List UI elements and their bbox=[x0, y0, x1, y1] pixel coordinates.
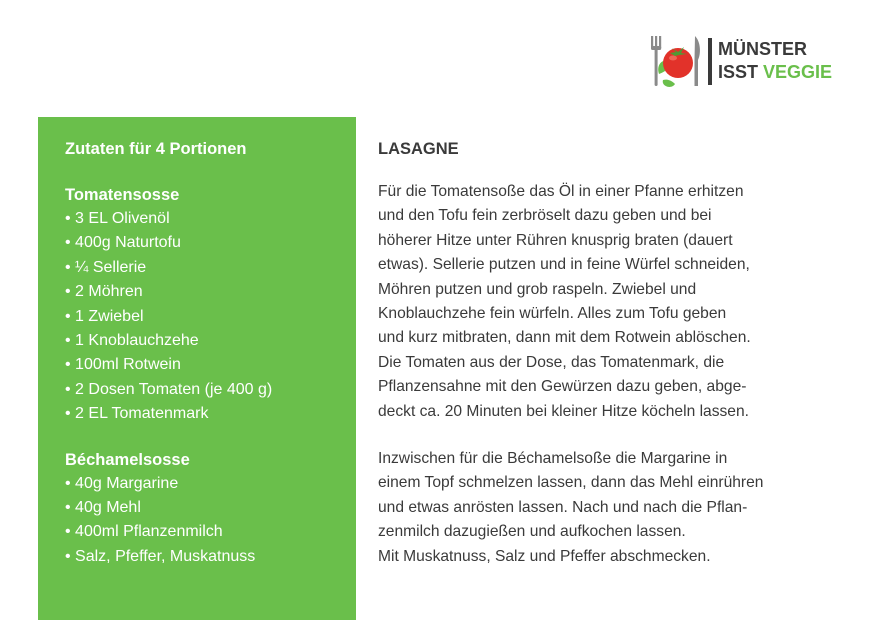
logo-line-1: MÜNSTER bbox=[718, 39, 807, 59]
list-item: • 2 Dosen Tomaten (je 400 g) bbox=[65, 380, 273, 398]
tomato-fork-knife-icon bbox=[645, 34, 705, 90]
list-item: • 100ml Rotwein bbox=[65, 356, 181, 374]
text-line: deckt ca. 20 Minuten bei kleiner Hitze köcheln lassen. bbox=[378, 402, 749, 420]
text-line: zenmilch dazugießen und aufkochen lassen. bbox=[378, 523, 686, 541]
list-item: • 1 Zwiebel bbox=[65, 307, 144, 325]
paragraph-tomato-sauce bbox=[378, 180, 848, 424]
logo bbox=[645, 34, 845, 94]
ingredients-title: Zutaten für 4 Portionen bbox=[65, 140, 247, 158]
logo-line-2 bbox=[718, 61, 832, 84]
ingredient-section-bechamel bbox=[65, 449, 356, 570]
list-item: • 40g Margarine bbox=[65, 474, 179, 492]
ingredients-panel bbox=[38, 117, 356, 620]
logo-divider bbox=[708, 38, 712, 85]
list-item: • Salz, Pfeffer, Muskatnuss bbox=[65, 547, 256, 565]
text-line: höherer Hitze unter Rühren knusprig braten (dauert bbox=[378, 231, 733, 249]
ingredient-section-tomato-sauce bbox=[65, 184, 356, 427]
text-line: Die Tomaten aus der Dose, das Tomatenmark, die bbox=[378, 353, 725, 371]
paragraph-bechamel bbox=[378, 447, 848, 569]
text-line: und kurz mitbraten, dann mit dem Rotwein ablöschen. bbox=[378, 329, 751, 347]
logo-wordmark bbox=[718, 38, 832, 84]
text-line: Knoblauchzehe fein würfeln. Alles zum Tofu geben bbox=[378, 305, 727, 323]
section-title: Béchamelsosse bbox=[65, 450, 190, 469]
list-item: • 1 Knoblauchzehe bbox=[65, 332, 199, 350]
text-line: Mit Muskatnuss, Salz und Pfeffer abschmecken. bbox=[378, 547, 711, 565]
list-item: • 400ml Pflanzenmilch bbox=[65, 523, 223, 541]
ingredient-list bbox=[65, 472, 356, 570]
list-item: • 40g Mehl bbox=[65, 499, 141, 517]
logo-line-2-accent: VEGGIE bbox=[763, 62, 833, 82]
text-line: und den Tofu fein zerbröselt dazu geben und bei bbox=[378, 207, 712, 225]
text-line: Für die Tomatensoße das Öl in einer Pfanne erhitzen bbox=[378, 183, 744, 200]
ingredient-list bbox=[65, 207, 356, 427]
text-line: Möhren putzen und grob raspeln. Zwiebel und bbox=[378, 280, 697, 298]
list-item: • 3 EL Olivenöl bbox=[65, 210, 170, 227]
text-line: einem Topf schmelzen lassen, dann das Mehl einrühren bbox=[378, 474, 764, 492]
list-item: • 2 Möhren bbox=[65, 283, 143, 301]
list-item: • ¼ Sellerie bbox=[65, 258, 147, 276]
logo-line-2-prefix: ISST bbox=[718, 62, 764, 82]
section-title: Tomatensosse bbox=[65, 186, 180, 204]
recipe-title: LASAGNE bbox=[378, 140, 459, 158]
text-line: Pflanzensahne mit den Gewürzen dazu geben, abge- bbox=[378, 378, 747, 396]
text-line: und etwas anrösten lassen. Nach und nach die Pflan- bbox=[378, 498, 748, 516]
recipe-content bbox=[378, 136, 848, 569]
list-item: • 2 EL Tomatenmark bbox=[65, 405, 209, 423]
list-item: • 400g Naturtofu bbox=[65, 234, 181, 252]
text-line: etwas). Sellerie putzen und in feine Würfel schneiden, bbox=[378, 256, 750, 274]
text-line: Inzwischen für die Béchamelsoße die Margarine in bbox=[378, 450, 728, 468]
